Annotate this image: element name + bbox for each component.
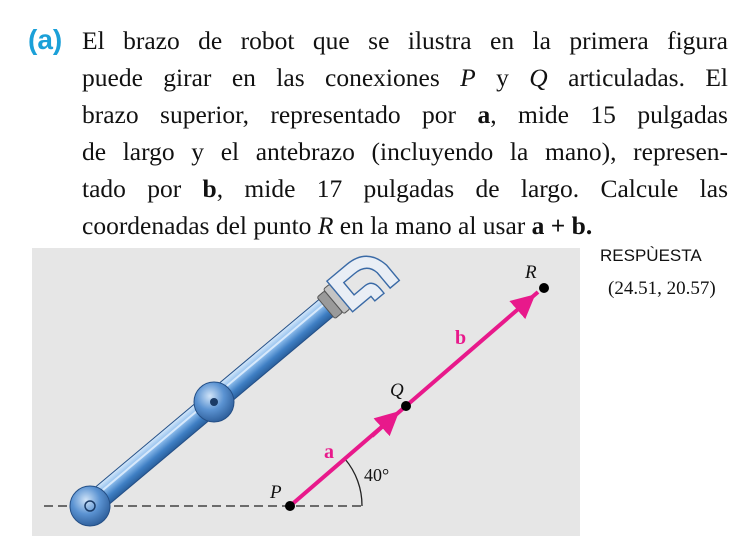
problem-line [82,207,728,244]
bold-run: a + b. [531,211,593,240]
text-run: en la mano al usar [333,211,532,240]
problem-line [82,59,728,96]
label-b: b [455,327,467,349]
text-run: , mide 15 pulgadas [490,100,728,129]
problem-label: (a) [28,24,63,55]
answer-value: (24.51, 20.57) [608,278,716,299]
point-R [539,283,549,293]
point-P [285,501,295,511]
italic-run: Q [529,63,548,92]
text-run: brazo superior, representado por [82,100,478,129]
problem-line [82,170,728,207]
text-run: tado por [82,174,203,203]
italic-run: R [317,211,334,240]
bold-run: b [202,174,217,203]
text-run: articuladas. El [547,63,729,92]
bold-run: a [477,100,491,129]
text-run: y [475,63,530,92]
angle-label: 40° [364,465,390,485]
problem-text [82,22,728,244]
problem-line [82,96,728,133]
text-run: puede girar en las conexiones [82,63,461,92]
italic-run: P [460,63,476,92]
text-run: coordenadas del punto [82,211,318,240]
point-Q [401,401,411,411]
problem-line [82,22,728,59]
label-Q: Q [390,380,404,401]
label-a: a [324,441,334,463]
problem-line [82,133,728,170]
label-P: P [270,482,282,503]
robot-arm-figure [32,248,580,536]
shoulder-joint [70,486,110,526]
text-run: El brazo de robot que se ilustra en la primera figura [82,26,728,55]
answer-label: RESPÙESTA [600,246,702,265]
text-run: de largo y el antebrazo (incluyendo la mano), represen- [82,137,728,166]
text-run: , mide 17 pulgadas de largo. Calcule las [216,174,728,203]
label-R: R [525,262,537,283]
